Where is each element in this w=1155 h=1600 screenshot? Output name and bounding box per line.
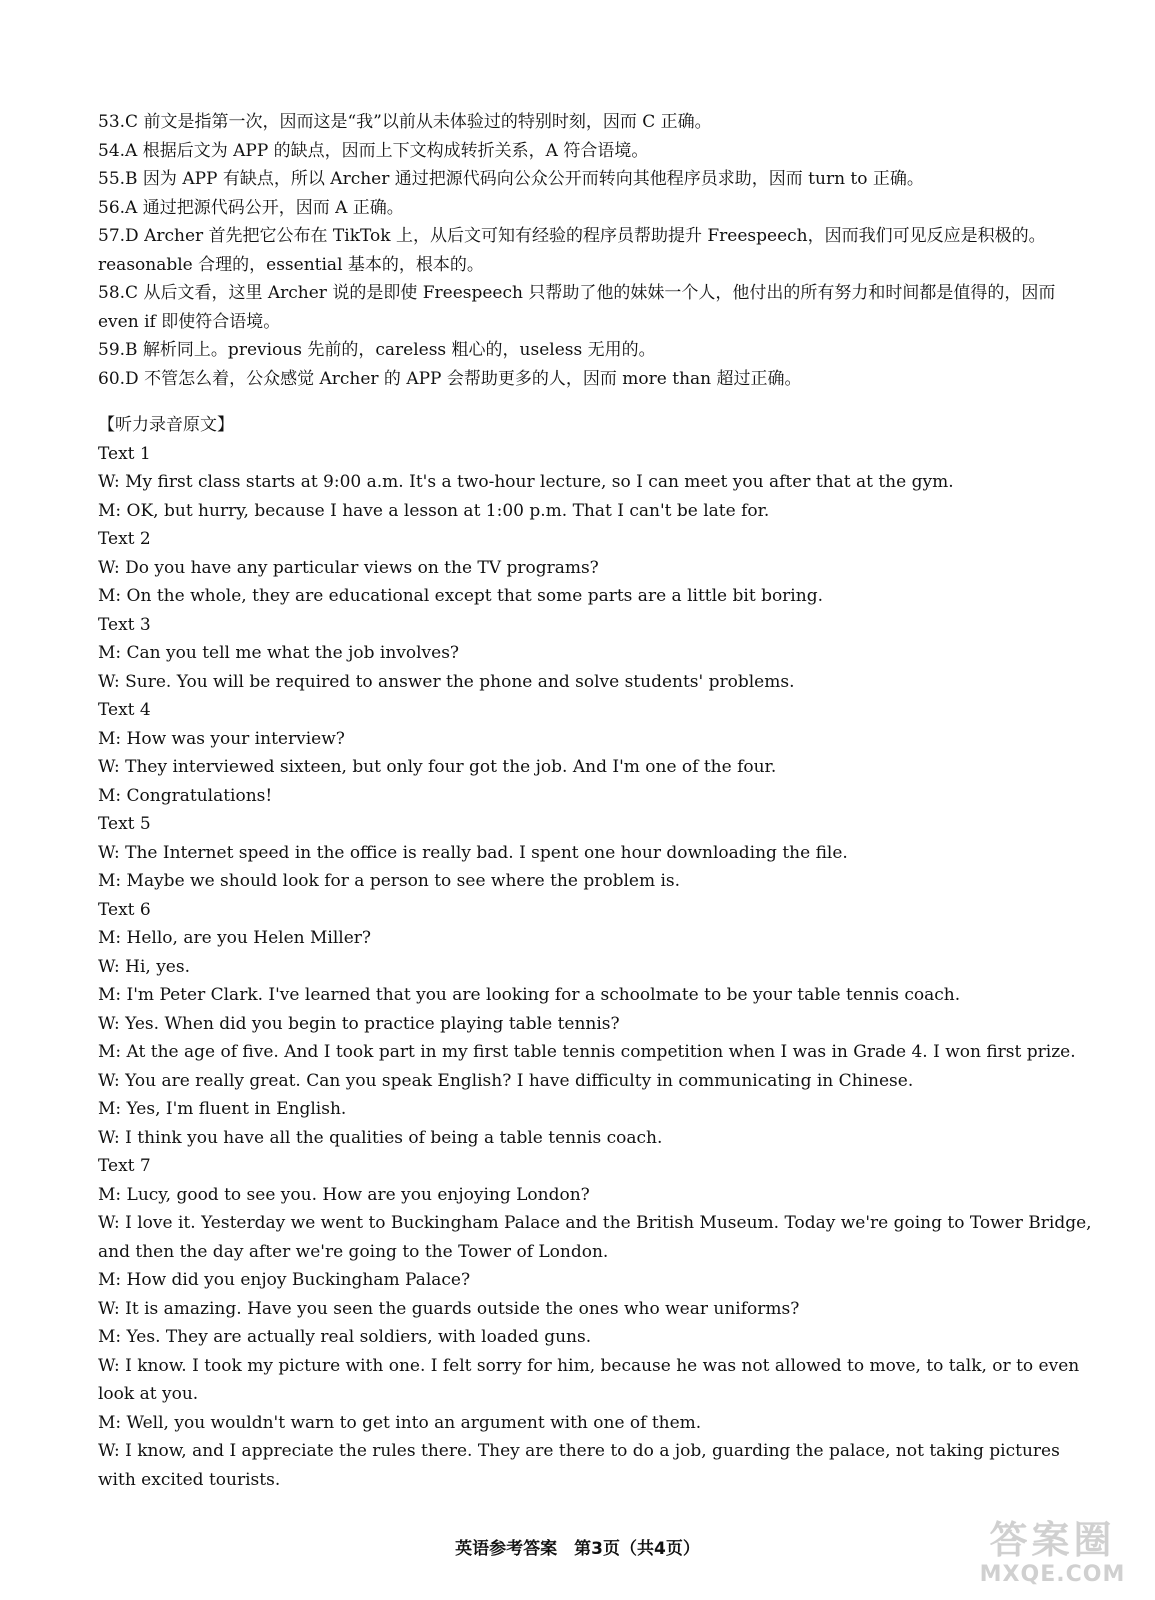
transcript-line: M: Yes, I'm fluent in English. (98, 1099, 347, 1119)
answer-55: 55.B 因为 APP 有缺点，所以 Archer 通过把源代码向公众公开而转向其他程序员求助，因而 turn to 正确。 (98, 169, 924, 189)
watermark-logo (970, 1518, 1135, 1590)
transcript-line: Text 4 (98, 700, 151, 720)
transcript-line: M: How did you enjoy Buckingham Palace? (98, 1270, 471, 1290)
transcript-line: W: I know, and I appreciate the rules there. They are there to do a job, guarding the palace, not taking pictures with excited tourists. (98, 1441, 1060, 1490)
watermark-url: MXQE.COM (979, 1562, 1126, 1587)
transcript-line: Text 7 (98, 1156, 151, 1176)
answer-58: 58.C 从后文看，这里 Archer 说的是即使 Freespeech 只帮助了他的妹妹一个人，他付出的所有努力和时间都是值得的，因而 even if 即使符合语境。 (98, 283, 1056, 332)
answer-60: 60.D 不管怎么着，公众感觉 Archer 的 APP 会帮助更多的人，因而 more than 超过正确。 (98, 368, 802, 389)
transcript-line: M: Lucy, good to see you. How are you enjoying London? (98, 1184, 590, 1205)
answer-57: 57.D Archer 首先把它公布在 TikTok 上，从后文可知有经验的程序员帮助提升 Freespeech，因而我们可见反应是积极的。reasonable 合理的，essential 基本的，根本的。 (98, 226, 1046, 275)
answer-explanations (98, 108, 1098, 393)
answer-53: 53.C 前文是指第一次，因而这是“我”以前从未体验过的特别时刻，因而 C 正确。 (98, 112, 712, 132)
transcript-line: M: At the age of five. And I took part in my first table tennis competition when I was in Grade 4. I won first prize. (98, 1042, 1076, 1062)
transcript-line: M: I'm Peter Clark. I've learned that you are looking for a schoolmate to be your table tennis coach. (98, 985, 961, 1005)
transcript-line: M: How was your interview? (98, 728, 345, 749)
transcript-line: W: I know. I took my picture with one. I felt sorry for him, because he was not allowed to move, to talk, or to even look at you. (98, 1355, 1080, 1404)
watermark-logo-text: 答案圈 (989, 1518, 1116, 1562)
transcript-line: W: Yes. When did you begin to practice playing table tennis? (98, 1013, 620, 1034)
transcript-line: M: Well, you wouldn't warn to get into an argument with one of them. (98, 1412, 702, 1433)
transcript-line: W: Hi, yes. (98, 956, 190, 977)
transcript-line: M: On the whole, they are educational except that some parts are a little bit boring. (98, 586, 823, 606)
transcript-heading: 【听力录音原文】 (98, 415, 234, 435)
transcript-line: M: Can you tell me what the job involves? (98, 643, 460, 663)
transcript-line: Text 3 (98, 614, 151, 635)
transcript-line: Text 6 (98, 899, 151, 920)
transcript-line: M: Yes. They are actually real soldiers, with loaded guns. (98, 1327, 592, 1347)
answer-59: 59.B 解析同上。previous 先前的，careless 粗心的，useless 无用的。 (98, 340, 656, 360)
transcript-line: W: I think you have all the qualities of being a table tennis coach. (98, 1127, 663, 1148)
transcript-line: W: My first class starts at 9:00 a.m. It's a two-hour lecture, so I can meet you after that at the gym. (98, 472, 954, 492)
transcript-line: W: Do you have any particular views on the TV programs? (98, 557, 599, 578)
transcript-line: W: You are really great. Can you speak English? I have difficulty in communicating in Chinese. (98, 1070, 914, 1091)
answer-54: 54.A 根据后文为 APP 的缺点，因而上下文构成转折关系，A 符合语境。 (98, 140, 649, 161)
transcript-line: M: Congratulations! (98, 785, 273, 806)
transcript-line: M: OK, but hurry, because I have a lesson at 1:00 p.m. That I can't be late for. (98, 500, 770, 521)
transcript-line: M: Maybe we should look for a person to see where the problem is. (98, 871, 681, 891)
transcript-line: W: Sure. You will be required to answer the phone and solve students' problems. (98, 671, 795, 692)
document-body (98, 108, 1098, 1494)
answer-56: 56.A 通过把源代码公开，因而 A 正确。 (98, 197, 404, 218)
transcript-line: W: I love it. Yesterday we went to Buckingham Palace and the British Museum. Today we're going to Tower Bridge, and then the day after we're going to the Tower of London. (98, 1213, 1092, 1262)
transcript-line: W: The Internet speed in the office is really bad. I spent one hour downloading the file. (98, 842, 848, 863)
transcript-line: M: Hello, are you Helen Miller? (98, 928, 372, 948)
page-footer: 英语参考答案 第3页（共4页） (455, 1539, 700, 1559)
transcript-line: Text 1 (98, 443, 151, 464)
transcript-line: W: They interviewed sixteen, but only four got the job. And I'm one of the four. (98, 757, 777, 777)
transcript-line: Text 2 (98, 529, 151, 549)
transcript-line: Text 5 (98, 814, 151, 834)
transcript (98, 440, 1098, 1495)
transcript-line: W: It is amazing. Have you seen the guards outside the ones who wear uniforms? (98, 1298, 800, 1319)
